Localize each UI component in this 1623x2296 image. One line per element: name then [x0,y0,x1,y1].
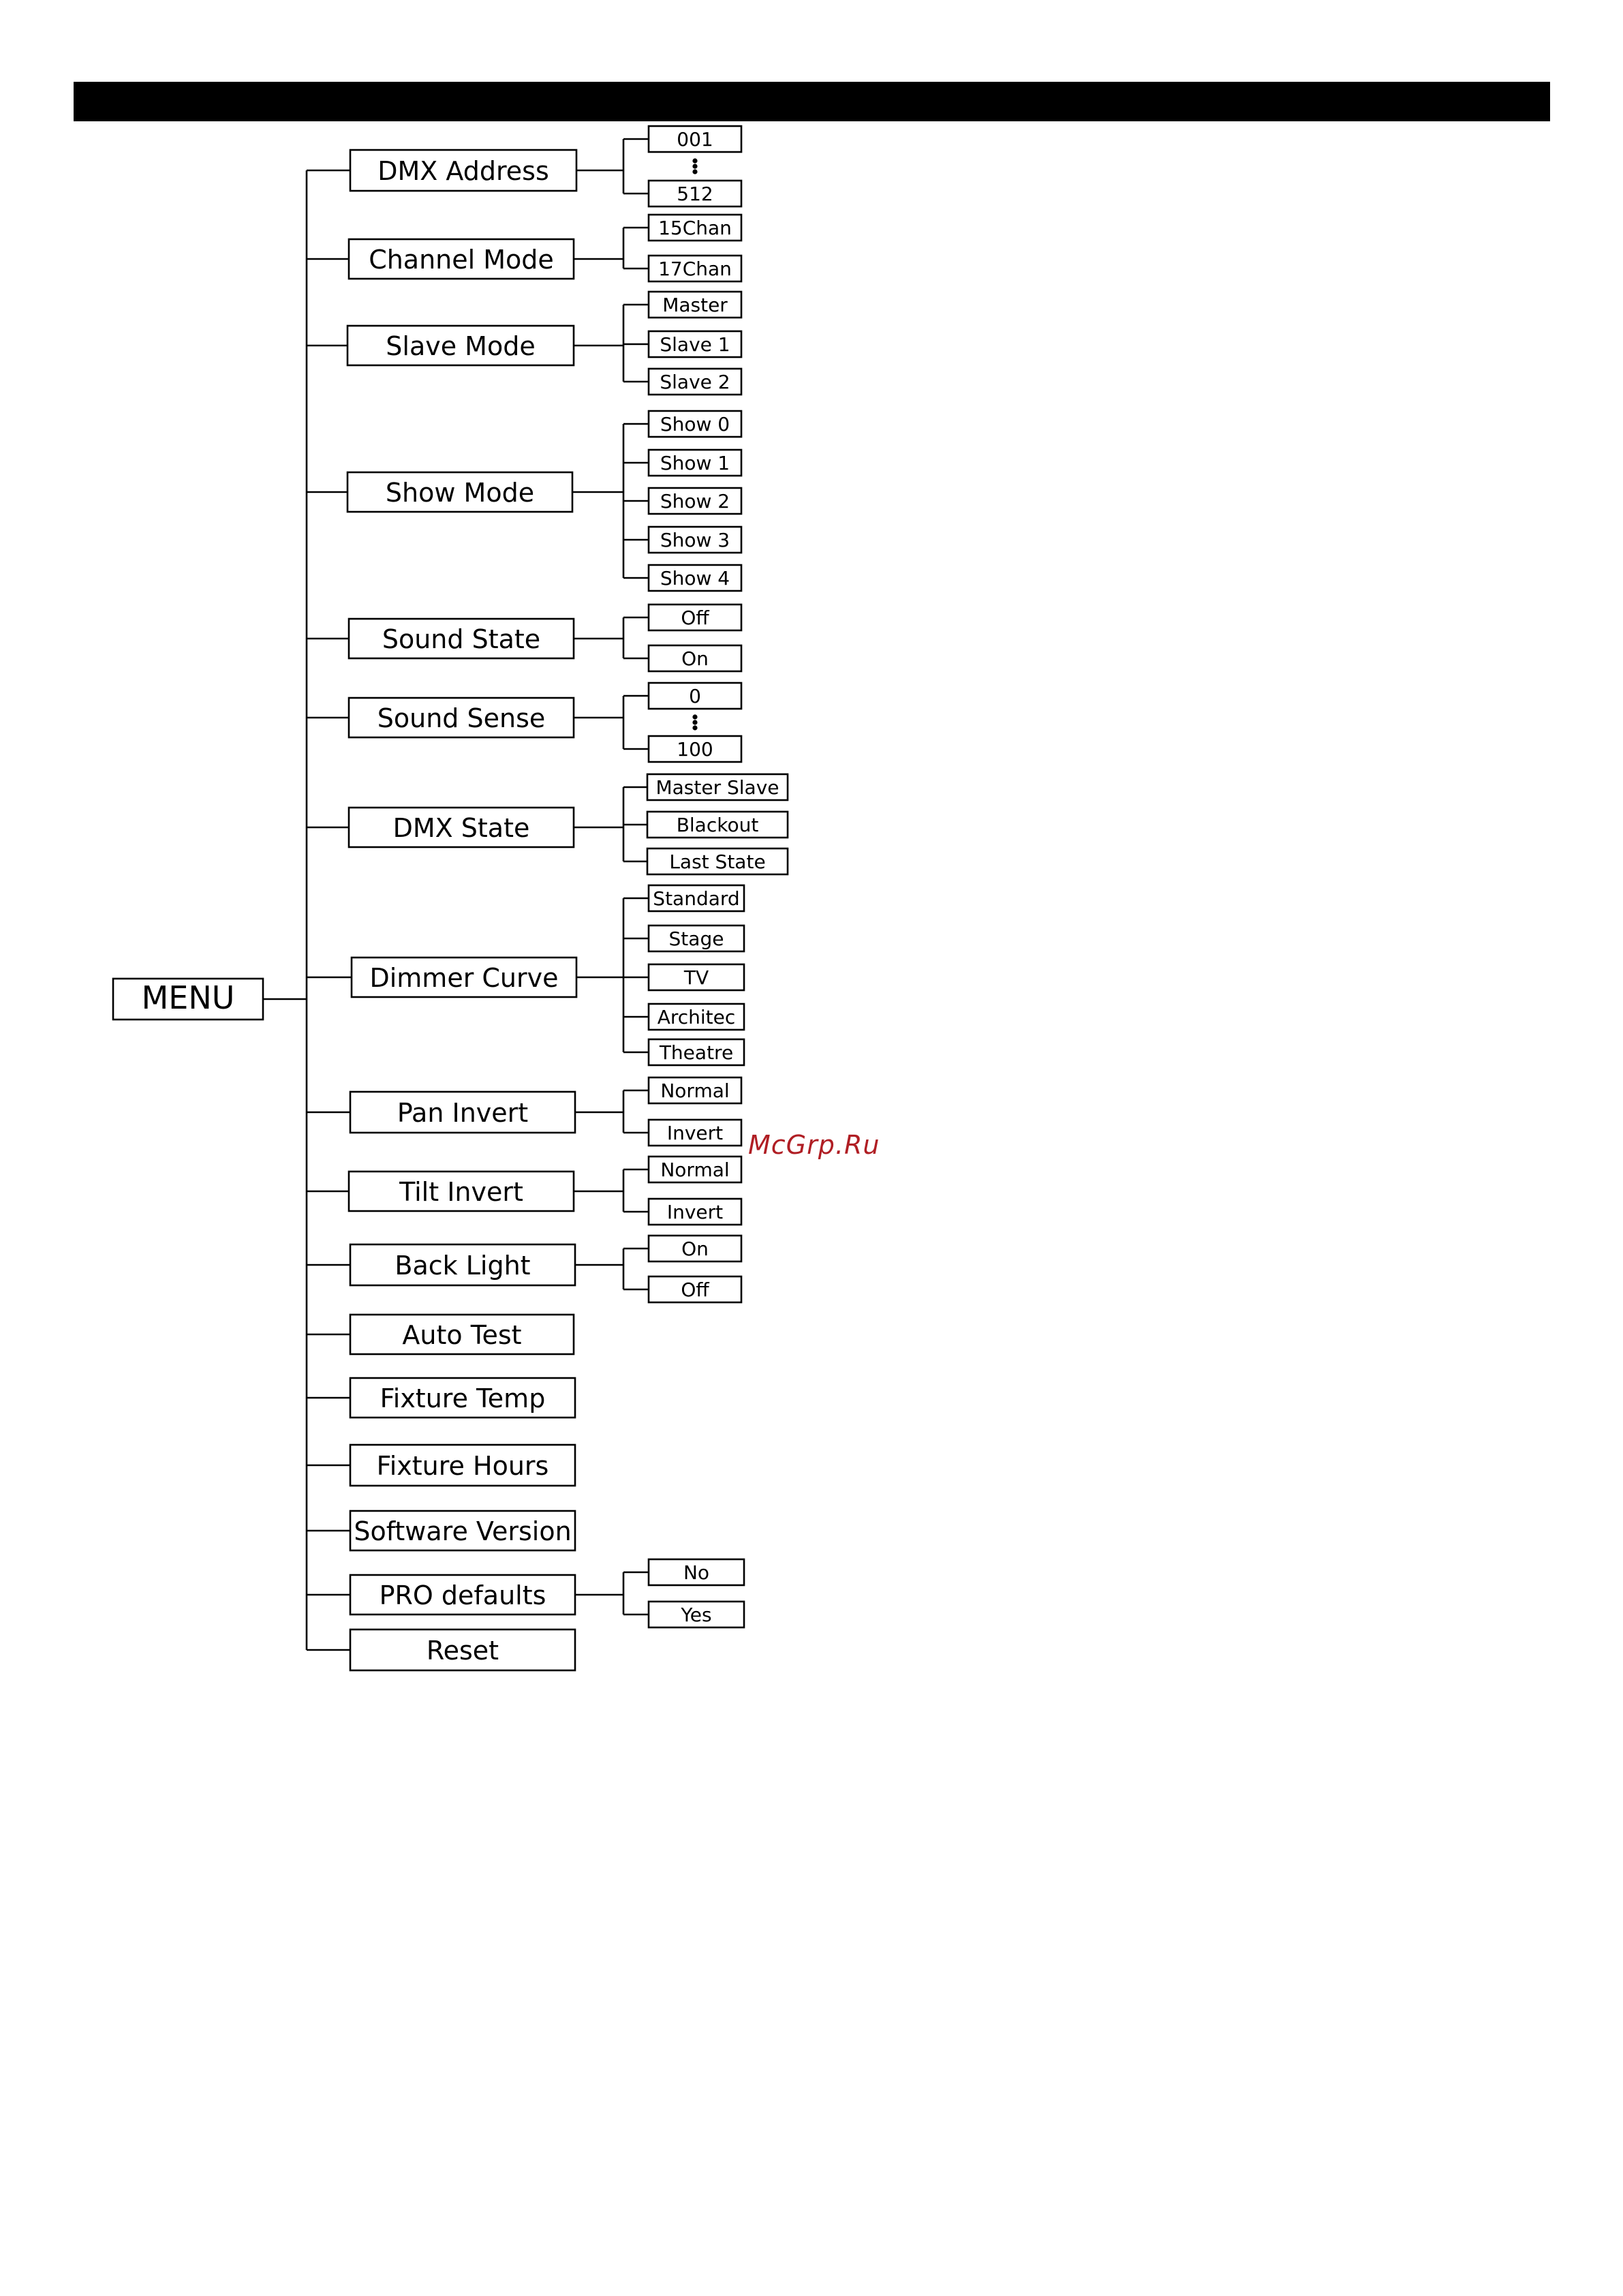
menu-item-fixture-temp [307,1378,575,1418]
option-master-slave [623,774,788,800]
menu-item-auto-test [307,1315,574,1354]
menu-item-label: Fixture Temp [380,1383,546,1413]
option-tv [623,964,744,990]
menu-item-reset [307,1629,575,1670]
menu-item-label: PRO defaults [379,1580,546,1610]
option-off [623,604,741,630]
option-stage [623,925,744,951]
option-label: On [681,647,709,670]
option-label: TV [683,966,709,989]
option-show-1 [623,450,741,476]
option-label: Architec [657,1006,736,1028]
menu-item-sound-sense [307,683,741,762]
option-15chan [623,215,741,241]
option-label: 0 [689,685,701,707]
menu-item-label: Sound Sense [377,703,546,733]
option-theatre [623,1039,744,1065]
option-architec [623,1004,744,1030]
option-label: Off [681,1279,709,1301]
menu-root [113,979,263,1020]
menu-item-label: Reset [426,1636,499,1666]
option-label: Show 1 [660,452,730,474]
option-master [623,292,741,318]
option-show-2 [623,488,741,514]
menu-item-label: Pan Invert [397,1098,529,1128]
option-normal [623,1077,741,1103]
option-label: Blackout [676,814,759,836]
option-100 [623,736,741,762]
menu-item-dmx-address [307,126,741,206]
menu-item-fixture-hours [307,1445,575,1486]
option-label: Show 3 [660,529,730,551]
menu-item-pan-invert [307,1077,741,1146]
option-standard [623,885,744,911]
option-label: Yes [681,1604,712,1626]
option-label: Off [681,607,709,629]
option-show-0 [623,411,741,437]
option-on [623,645,741,671]
menu-item-label: Fixture Hours [376,1451,549,1481]
option-slave-2 [623,369,741,395]
menu-item-label: Channel Mode [369,245,554,275]
option-001 [623,126,741,152]
option-last-state [623,848,788,874]
option-no [623,1559,744,1585]
option-label: 001 [677,128,713,151]
menu-item-label: Dimmer Curve [369,963,559,993]
menu-item-dimmer-curve [307,885,744,1065]
option-512 [623,181,741,206]
option-label: Standard [653,887,740,910]
option-label: Last State [669,851,766,873]
menu-item-software-version [307,1511,575,1550]
option-label: 100 [677,738,713,761]
menu-item-pro-defaults [307,1559,744,1627]
option-normal [623,1157,741,1182]
option-label: Master Slave [655,776,779,799]
option-label: On [681,1238,709,1260]
menu-item-label: Auto Test [402,1320,522,1350]
option-label: Slave 1 [660,333,730,356]
option-0 [623,683,741,709]
option-label: No [683,1561,710,1584]
option-off [623,1276,741,1302]
menu-item-back-light [307,1236,741,1302]
menu-item-label: Back Light [395,1251,531,1281]
option-on [623,1236,741,1261]
option-label: Invert [666,1201,724,1223]
menu-item-channel-mode [307,215,741,281]
option-show-3 [623,527,741,553]
watermark: McGrp.Ru [748,1130,880,1160]
menu-item-slave-mode [307,292,741,395]
ellipsis-icon [692,714,697,730]
option-label: 15Chan [658,217,732,239]
option-blackout [623,812,788,838]
option-label: Normal [660,1159,730,1181]
option-label: Theatre [659,1041,734,1064]
menu-item-dmx-state [307,774,788,874]
option-label: Show 2 [660,490,730,512]
option-17chan [623,256,741,281]
option-show-4 [623,565,741,591]
menu-item-sound-state [307,604,741,671]
option-invert [623,1120,741,1146]
option-label: 17Chan [658,258,732,280]
menu-item-label: Slave Mode [386,331,536,361]
menu-item-label: Show Mode [385,478,535,508]
menu-item-label: Sound State [382,624,541,654]
menu-item-show-mode [307,411,741,591]
menu-item-tilt-invert [307,1157,741,1225]
option-label: Master [662,294,728,316]
option-label: 512 [677,183,713,205]
option-label: Show 4 [660,567,730,590]
ellipsis-icon [692,158,697,174]
menu-item-label: Software Version [354,1516,572,1546]
menu-item-label: DMX State [392,813,530,843]
option-label: Show 0 [660,413,730,435]
option-label: Stage [668,928,724,950]
menu-item-label: Tilt Invert [399,1177,523,1207]
option-invert [623,1199,741,1225]
option-yes [623,1602,744,1627]
option-slave-1 [623,331,741,357]
option-label: Slave 2 [660,371,730,393]
menu-root-label: MENU [141,979,235,1016]
menu-item-label: DMX Address [377,156,549,186]
option-label: Normal [660,1080,730,1102]
option-label: Invert [666,1122,724,1144]
